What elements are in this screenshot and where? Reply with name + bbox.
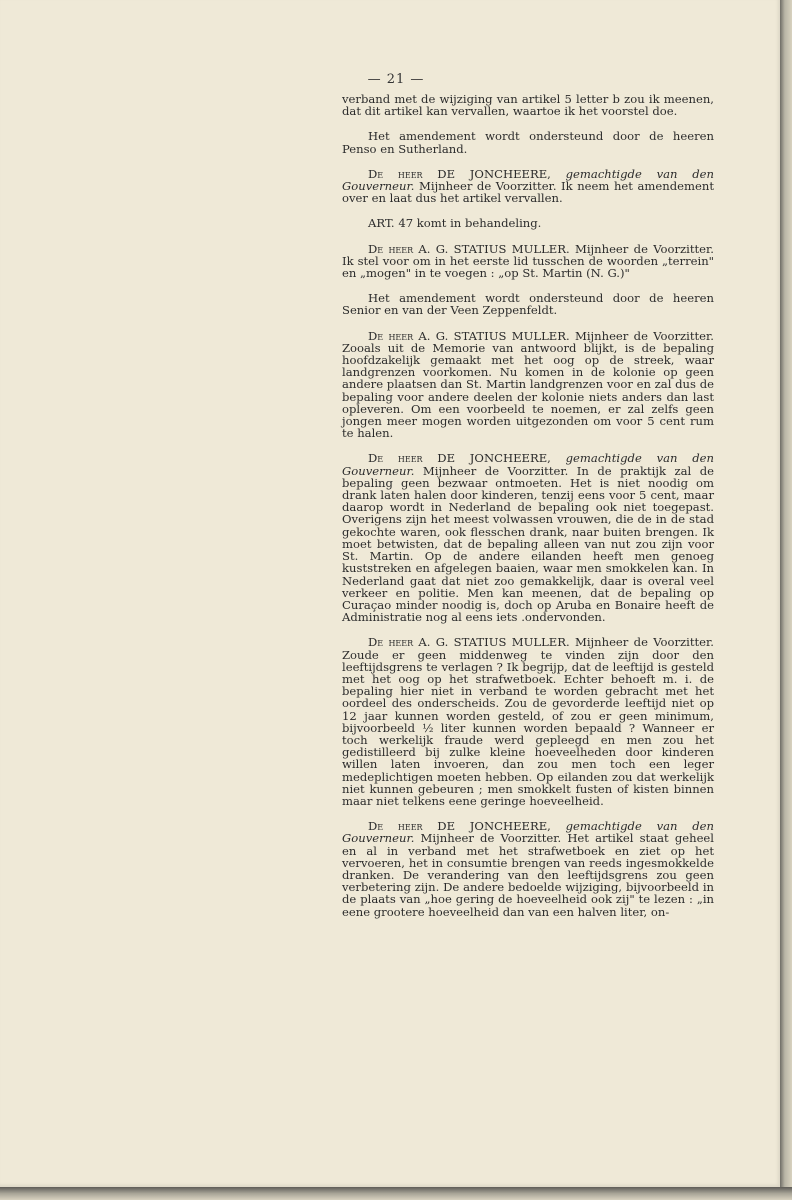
paragraph-text: Mijnheer de Voorzitter. In de praktijk zal de bepaling geen bezwaar ontmoeten. Het is niet noodig om drank laten halen door kinderen, tenzij eens voor 5 cent, maar daarop wordt in Nederland de bepaling ook niet toegepast. Overigens zijn het meest volwassen vrouwen, die de in de stad gekochte waren, ook flesschen drank, naar buiten brengen. Ik moet betwisten, dat de bepaling alleen van nut zou zijn voor St. Martin. Op de andere eilanden heeft men genoeg kuststreken en afgelegen baaien, waar men smokkelen kan. In Nederland gaat dat niet zoo gemakkelijk, daar is overal veel verkeer en politie. Men kan meenen, dat de bepaling op Curaçao minder noodig is, doch op Aruba en Bonaire heeft de Administratie nog al eens iets .ondervonden. [342,463,714,625]
speaker-name: De heer A. G. STATIUS MULLER. [368,241,570,256]
speaker-role: gemachtigde van den Gouverneur. [342,451,714,478]
speaker-name: De heer A. G. STATIUS MULLER. [368,635,570,650]
paragraph-text: Mijnheer de Voorzitter. Ik stel voor om in het eerste lid tusschen de woorden „terrein" en „mogen" in te voegen : „op St. Martin (N. G.)" [342,241,714,281]
page-number: — 21 — [367,72,425,87]
speaker-name: De heer A. G. STATIUS MULLER. [368,328,570,343]
paragraph [342,820,714,918]
paragraph-text: Mijnheer de Voorzitter. Het artikel staat geheel en al in verband met het strafwetboek en ziet op het vervoeren, het in consumtie brengen van reeds ingesmokkelde dranken. De verandering van den leeftijdsgrens zou geen verbetering zijn. De andere bedoelde wijziging, bijvoorbeeld in de plaats van „hoe gering de hoeveelheid ook zij" te lezen : „in eene grootere hoeveelheid dan van een halven liter, on- [342,831,715,919]
paragraph [342,168,714,205]
speaker-role: gemachtigde van den Gouverneur. [342,819,714,846]
paragraph [342,243,714,280]
page-edge-shadow [780,0,792,1200]
paragraph-text: Mijnheer de Voorzitter. Zoude er geen middenweg te vinden zijn door den leeftijdsgrens te verlagen ? Ik begrijp, dat de leeftijd is gesteld met het oog op het strafwetboek. Echter behoeft m. i. de bepaling hier niet in verband te worden gebracht met het oordeel des onderscheids. Zou de gevorderde leeftijd niet op 12 jaar kunnen worden gesteld, of zou er geen minimum, bijvoorbeeld ½ liter kunnen worden bepaald ? Wanneer er toch werkelijk fraude werd gepleegd en men zou het gedistilleerd bij zulke kleine hoeveelheden door kinderen willen laten invoeren, dan zou men toch een leger medeplichtigen moeten hebben. Op eilanden zou dat werkelijk niet kunnen gebeuren ; men smokkelt fusten of kisten binnen maar niet telkens eene geringe hoeveelheid. [342,635,714,808]
paragraph [342,292,714,316]
paragraph [342,330,714,440]
paragraph-text: Het amendement wordt ondersteund door de heeren Senior en van der Veen Zeppenfeldt. [342,291,714,318]
article-label: ART. [368,216,395,231]
speaker-role: gemachtigde van den Gouverneur. [342,166,714,194]
speaker-name: De heer DE JONCHEERE, [368,819,551,834]
page-bottom-shadow [0,1187,792,1200]
paragraph-text: 47 komt in behandeling. [398,216,542,231]
paragraph [342,452,714,623]
speaker-name: De heer DE JONCHEERE, [368,166,551,181]
paragraph-text: Het amendement wordt ondersteund door de heeren Penso en Sutherland. [342,129,714,156]
paragraph [342,93,714,117]
speaker-name: De heer DE JONCHEERE, [368,451,551,466]
paragraph [342,130,714,154]
body-text [342,93,714,931]
paragraph-text: verband met de wijziging van artikel 5 letter b zou ik meenen, dat dit artikel kan vervallen, waartoe ik het voorstel doe. [342,92,714,119]
paragraph [342,636,714,807]
paragraph [342,217,714,229]
paragraph-text: Mijnheer de Voorzitter. Zooals uit de Memorie van antwoord blijkt, is de bepaling hoofdzakelijk gemaakt met het oog op de streek, waar landgrenzen voorkomen. Nu komen in de kolonie op geen andere plaatsen dan St. Martin landgrenzen voor en zal dus de bepaling voor andere deelen der kolonie niets anders dan last opleveren. Om een voorbeeld te noemen, er zal zelfs geen jongen meer mogen worden uitgezonden om voor 5 cent rum te halen. [342,328,714,441]
paragraph-text: Mijnheer de Voorzitter. Ik neem het amendement over en laat dus het artikel vervallen. [342,179,714,206]
